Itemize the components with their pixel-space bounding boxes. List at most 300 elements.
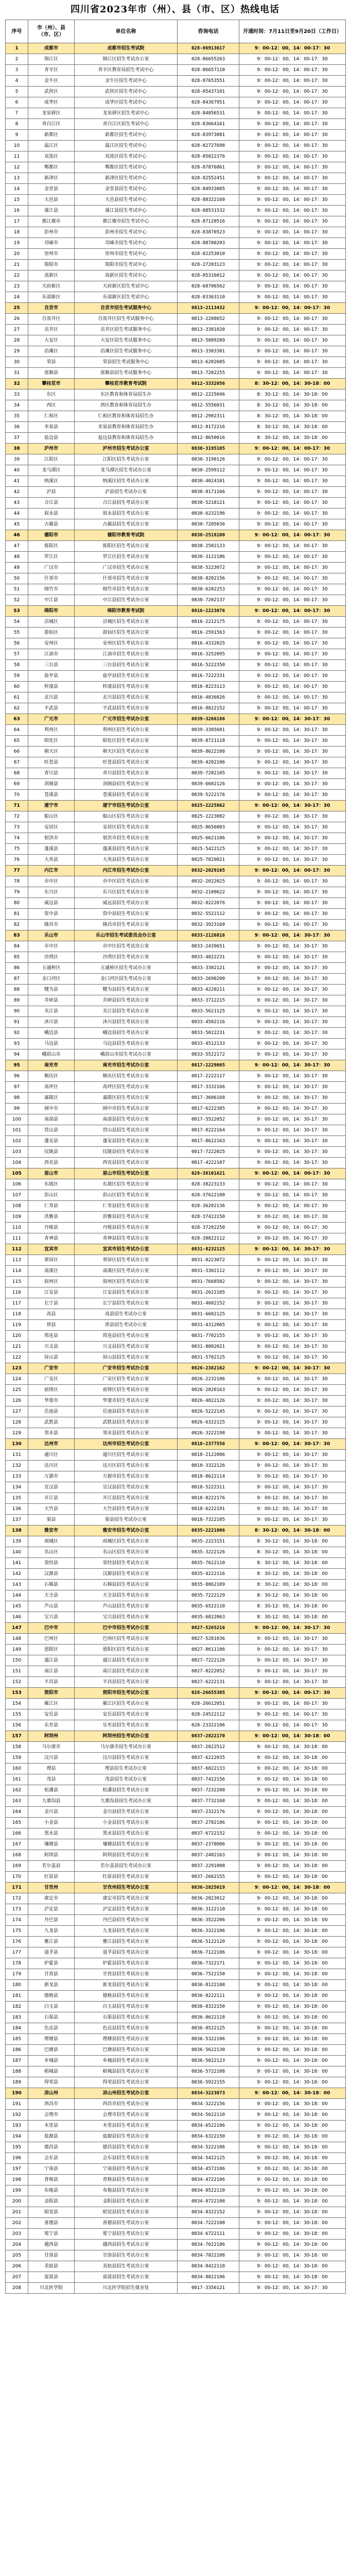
cell-phone: 0834-4572106 <box>178 2164 239 2175</box>
cell-time: 9：00-12：00，14：30-17：30 <box>239 1309 346 1320</box>
cell-phone: 0816-8223113 <box>178 682 239 692</box>
cell-seq: 80 <box>6 898 28 909</box>
table-row <box>6 335 346 346</box>
cell-time: 9：00-12：00，14：00-17：30 <box>239 119 346 130</box>
table-row <box>6 65 346 76</box>
cell-unit: 大竹县招生考试办公室 <box>75 1504 178 1515</box>
cell-time: 9：00-12：00，14：30-18：00 <box>239 2272 346 2283</box>
table-row <box>6 1396 346 1406</box>
cell-time: 9：00-12：00，14：00-17：30 <box>239 866 346 876</box>
cell-phone: 0816-8822152 <box>178 703 239 714</box>
cell-city: 炉霍县 <box>28 1958 75 1969</box>
table-row <box>6 1655 346 1666</box>
cell-unit: 沐川县招生考试办公室 <box>75 1017 178 1028</box>
cell-city: 西充县 <box>28 1158 75 1168</box>
cell-phone: 0830-2599112 <box>178 465 239 476</box>
cell-time: 8：30-12：00，14：30-18：00 <box>239 411 346 422</box>
cell-phone: 028-82552451 <box>178 173 239 184</box>
table-row <box>6 1212 346 1223</box>
cell-phone: 0833-5022231 <box>178 1028 239 1039</box>
cell-time: 9：00-12：00，14：00-17：30 <box>239 519 346 530</box>
cell-city: 通川区 <box>28 1450 75 1461</box>
cell-unit: 内江市招生考试办公室 <box>75 866 178 876</box>
cell-seq: 174 <box>6 1915 28 1926</box>
cell-time: 9：00-12：00，14：00-17：30 <box>239 184 346 195</box>
cell-time: 9：00-12：00，14：30-18：00 <box>239 1883 346 1893</box>
cell-seq: 189 <box>6 2077 28 2088</box>
cell-city: 自流井区 <box>28 314 75 325</box>
cell-unit: 安岳县招生考试办公室 <box>75 1709 178 1720</box>
table-row <box>6 2229 346 2240</box>
cell-unit: 宁南县招生考试办公室 <box>75 2164 178 2175</box>
cell-city: 邻水县 <box>28 1428 75 1439</box>
cell-time: 9：00-12：00，14：00-17：30 <box>239 292 346 303</box>
cell-time: 9：00-12：00，14：30-17：30 <box>239 1482 346 1493</box>
cell-time: 9：00-12：00，14：30-18：00 <box>239 1969 346 1980</box>
cell-seq: 91 <box>6 1017 28 1028</box>
cell-unit: 盐边县教育和体育局招生办 <box>75 433 178 444</box>
cell-phone: 0834-8522110 <box>178 2185 239 2196</box>
cell-phone: 0826-2232106 <box>178 1374 239 1385</box>
cell-unit: 旺苍县招生考试办公室 <box>75 757 178 768</box>
cell-time: 9：00-12：00，14：30-17：30 <box>239 1352 346 1363</box>
cell-time: 9：00-12：00，14：00-17：30 <box>239 628 346 638</box>
cell-seq: 64 <box>6 725 28 736</box>
cell-city: 天全县 <box>28 1590 75 1601</box>
cell-city: 游仙区 <box>28 628 75 638</box>
cell-seq: 160 <box>6 1764 28 1774</box>
cell-time: 9：00-12：00，14：30-18：00 <box>239 1947 346 1958</box>
cell-unit: 北川县招生考试办公室 <box>75 692 178 703</box>
cell-seq: 101 <box>6 1125 28 1136</box>
cell-time: 9：00-12：00，14：30-18：00 <box>239 2056 346 2066</box>
cell-time: 9：00-12：00，14：30-17：30 <box>239 779 346 790</box>
table-row <box>6 1060 346 1071</box>
header-unit: 单位名称 <box>75 20 178 43</box>
cell-phone: 028-23322106 <box>178 1720 239 1731</box>
table-row <box>6 1709 346 1720</box>
cell-unit: 沙湾区招生考试办公室 <box>75 952 178 963</box>
cell-unit: 泸定县招生考试办公室 <box>75 1904 178 1915</box>
cell-time: 9：00-12：00，14：30-18：00 <box>239 2261 346 2272</box>
cell-phone: 028-26655305 <box>178 1688 239 1699</box>
cell-unit: 芦山县招生考试办公室 <box>75 1601 178 1612</box>
cell-seq: 105 <box>6 1168 28 1179</box>
cell-city: 理县 <box>28 1764 75 1774</box>
cell-seq: 161 <box>6 1774 28 1785</box>
cell-time: 9：00-12：00，14：30-17：30 <box>239 1493 346 1504</box>
cell-seq: 12 <box>6 162 28 173</box>
cell-seq: 37 <box>6 433 28 444</box>
cell-phone: 028-82727698 <box>178 141 239 151</box>
cell-seq: 157 <box>6 1731 28 1742</box>
cell-seq: 113 <box>6 1255 28 1266</box>
cell-unit: 开江县招生考试办公室 <box>75 1493 178 1504</box>
cell-seq: 3 <box>6 65 28 76</box>
cell-city: 北川县 <box>28 692 75 703</box>
cell-seq: 172 <box>6 1893 28 1904</box>
cell-unit: 峨眉山市招生考试办公室 <box>75 1049 178 1060</box>
cell-unit: 岳池县招生考试办公室 <box>75 1406 178 1417</box>
cell-phone: 028-26612051 <box>178 1699 239 1709</box>
cell-unit: 巴中市招生考试办公室 <box>75 1623 178 1634</box>
cell-phone: 0831-8223072 <box>178 1255 239 1266</box>
cell-phone: 0834-5422125 <box>178 2153 239 2164</box>
cell-city: 蒲江县 <box>28 206 75 216</box>
cell-unit: 贡井区招生考试服务中心 <box>75 325 178 335</box>
cell-city: 达川区 <box>28 1461 75 1471</box>
cell-unit: 德昌县招生考试办公室 <box>75 2142 178 2153</box>
table-row <box>6 357 346 368</box>
cell-time: 8：30-12：00，14：30-18：00 <box>239 1536 346 1547</box>
cell-time: 9：00-12：00，14：30-17：30 <box>239 790 346 801</box>
cell-seq: 117 <box>6 1298 28 1309</box>
table-body <box>6 43 346 2294</box>
cell-seq: 59 <box>6 671 28 682</box>
cell-time: 9：00-12：00，14：30-17：30 <box>239 1320 346 1331</box>
table-row <box>6 1342 346 1352</box>
cell-phone: 0833-2126816 <box>178 930 239 941</box>
table-row <box>6 119 346 130</box>
table-row <box>6 465 346 476</box>
cell-seq: 48 <box>6 552 28 563</box>
cell-time: 9：00-12：00，14：30-17：30 <box>239 1461 346 1471</box>
cell-time: 8：30-12：00，14：30-18：00 <box>239 433 346 444</box>
cell-phone: 0834-8322152 <box>178 2207 239 2218</box>
cell-seq: 71 <box>6 801 28 811</box>
cell-seq: 197 <box>6 2164 28 2175</box>
table-row <box>6 2034 346 2045</box>
cell-phone: 0826-6322125 <box>178 1417 239 1428</box>
table-row <box>6 2077 346 2088</box>
cell-phone: 0817-2222117 <box>178 1071 239 1082</box>
cell-seq: 149 <box>6 1645 28 1655</box>
cell-time: 9：00-12：00，14：00-17：30 <box>239 476 346 487</box>
cell-phone: 028-86913617 <box>178 43 239 54</box>
cell-seq: 90 <box>6 1006 28 1017</box>
cell-seq: 168 <box>6 1850 28 1861</box>
cell-unit: 富顺县招生考试服务中心 <box>75 368 178 379</box>
cell-city: 渠县 <box>28 1515 75 1526</box>
cell-phone: 0837-2482163 <box>178 1850 239 1861</box>
cell-unit: 纳溪区招生考试办公室 <box>75 476 178 487</box>
cell-unit: 南江县招生考试办公室 <box>75 1666 178 1677</box>
cell-time: 9：00-12：00，14：30-18：00 <box>239 2077 346 2088</box>
cell-phone: 0839-8622108 <box>178 747 239 757</box>
cell-city: 井研县 <box>28 995 75 1006</box>
cell-time: 9：00-12：00，14：00-17：30 <box>239 1688 346 1699</box>
cell-city: 峨眉山市 <box>28 1049 75 1060</box>
cell-unit: 市中区招生考试办公室 <box>75 876 178 887</box>
cell-unit: 泸县招生考试办公室 <box>75 487 178 498</box>
cell-time: 9：00-12：00，14：00-17：30 <box>239 898 346 909</box>
cell-phone: 0813-2208652 <box>178 314 239 325</box>
cell-unit: 青白江区招生考试中心 <box>75 119 178 130</box>
cell-city: 南部县 <box>28 1114 75 1125</box>
cell-time: 9：00-12：00，14：30-17：30 <box>239 1266 346 1277</box>
cell-city: 简阳市 <box>28 260 75 270</box>
cell-time: 9：00-12：00，14：30-18：00 <box>239 2250 346 2261</box>
cell-unit: 石棉县招生考试办公室 <box>75 1580 178 1590</box>
cell-time: 9：00-12：00，14：30-17：30 <box>239 1385 346 1396</box>
cell-city: 资中县 <box>28 909 75 920</box>
cell-seq: 15 <box>6 195 28 206</box>
cell-time: 9：00-12：00，14：00-17：30 <box>239 249 346 260</box>
table-row <box>6 1515 346 1526</box>
cell-time: 9：00-12：00，14：30-17：30 <box>239 1504 346 1515</box>
cell-time: 9：00-12：00，14：00-17：30 <box>239 151 346 162</box>
cell-phone: 0838-5223072 <box>178 563 239 573</box>
cell-city: 峨边县 <box>28 1028 75 1039</box>
table-row <box>6 1104 346 1114</box>
cell-time: 9：00-12：00，14：30-18：00 <box>239 1731 346 1742</box>
cell-city: 仁寿县 <box>28 1201 75 1212</box>
cell-city: 南江县 <box>28 1666 75 1677</box>
cell-time: 8：30-12：00，14：30-18：00 <box>239 1612 346 1623</box>
cell-time: 9：00-12：00，14：30-18：00 <box>239 2012 346 2023</box>
cell-city: 华蓥市 <box>28 1396 75 1406</box>
cell-unit: 汶川县招生考试办公室 <box>75 1753 178 1764</box>
cell-seq: 122 <box>6 1352 28 1363</box>
cell-seq: 164 <box>6 1807 28 1818</box>
cell-time: 9：00-12：00，14：00-17：30 <box>239 638 346 649</box>
cell-time: 9：00-12：00，14：30-18：00 <box>239 2002 346 2012</box>
cell-unit: 游仙区招生考试办公室 <box>75 628 178 638</box>
cell-city: 岳池县 <box>28 1406 75 1417</box>
cell-seq: 123 <box>6 1363 28 1374</box>
cell-seq: 120 <box>6 1331 28 1342</box>
cell-unit: 炉霍县招生考试办公室 <box>75 1958 178 1969</box>
cell-seq: 188 <box>6 2066 28 2077</box>
cell-city: 阿坝州 <box>28 1731 75 1742</box>
cell-unit: 新津区招生考试中心 <box>75 173 178 184</box>
cell-phone: 0837-2782106 <box>178 1818 239 1828</box>
table-row <box>6 1731 346 1742</box>
cell-unit: 成都市招生考试院 <box>75 43 178 54</box>
cell-seq: 61 <box>6 692 28 703</box>
cell-unit: 金口河区招生考试办公室 <box>75 974 178 985</box>
cell-seq: 47 <box>6 541 28 552</box>
cell-phone: 028-85437101 <box>178 87 239 97</box>
cell-unit: 理县招生考试办公室 <box>75 1764 178 1774</box>
cell-phone: 0812-8650016 <box>178 433 239 444</box>
cell-phone: 0833-2690200 <box>178 974 239 985</box>
table-row <box>6 833 346 844</box>
cell-seq: 9 <box>6 130 28 141</box>
cell-phone: 0834-6322150 <box>178 2131 239 2142</box>
cell-seq: 30 <box>6 357 28 368</box>
table-row <box>6 1039 346 1049</box>
cell-seq: 68 <box>6 768 28 779</box>
cell-unit: 古蔺县招生考试办公室 <box>75 519 178 530</box>
cell-time: 9：00-12：00，14：00-17：30 <box>239 444 346 454</box>
cell-city: 南充市 <box>28 1060 75 1071</box>
table-row <box>6 1017 346 1028</box>
table-row <box>6 1536 346 1547</box>
cell-city: 叙州区 <box>28 1277 75 1287</box>
table-row <box>6 162 346 173</box>
table-row <box>6 1428 346 1439</box>
cell-unit: 西昌市招生考试办公室 <box>75 2099 178 2110</box>
cell-phone: 0817-3332166 <box>178 1082 239 1093</box>
cell-seq: 11 <box>6 151 28 162</box>
cell-phone: 0836-5722108 <box>178 2066 239 2077</box>
cell-unit: 苍溪县招生考试办公室 <box>75 790 178 801</box>
table-row <box>6 2121 346 2131</box>
table-row <box>6 173 346 184</box>
cell-seq: 36 <box>6 422 28 433</box>
cell-phone: 0830-3190126 <box>178 454 239 465</box>
cell-unit: 金牛区招生考试中心 <box>75 76 178 87</box>
cell-seq: 87 <box>6 974 28 985</box>
cell-seq: 198 <box>6 2175 28 2185</box>
cell-phone: 028-88780203 <box>178 238 239 249</box>
cell-city: 雷波县 <box>28 2272 75 2283</box>
cell-unit: 美姑县招生考试办公室 <box>75 2261 178 2272</box>
cell-phone: 0830-3195105 <box>178 444 239 454</box>
cell-city: 开江县 <box>28 1493 75 1504</box>
table-row <box>6 541 346 552</box>
table-row <box>6 952 346 963</box>
cell-phone: 0825-2225862 <box>178 801 239 811</box>
cell-seq: 29 <box>6 346 28 357</box>
cell-seq: 112 <box>6 1244 28 1255</box>
cell-seq: 177 <box>6 1947 28 1958</box>
table-row <box>6 1569 346 1580</box>
cell-unit: 南充市招生考试办公室 <box>75 1060 178 1071</box>
table-row <box>6 43 346 54</box>
table-row <box>6 206 346 216</box>
cell-unit: 红原县招生考试办公室 <box>75 1872 178 1883</box>
table-row <box>6 76 346 87</box>
table-row <box>6 1872 346 1883</box>
cell-unit: 射洪市招生考试办公室 <box>75 833 178 844</box>
cell-unit: 东部新区招生考试中心 <box>75 292 178 303</box>
cell-seq: 50 <box>6 573 28 584</box>
table-row <box>6 2272 346 2283</box>
cell-time: 9：00-12：00，14：00-17：30 <box>239 573 346 584</box>
table-row <box>6 2045 346 2056</box>
cell-phone: 0831-7702155 <box>178 1331 239 1342</box>
table-row <box>6 1818 346 1828</box>
cell-phone: 0834-4722106 <box>178 2175 239 2185</box>
cell-time: 9：00-12：00，14：30-18：00 <box>239 1991 346 2002</box>
cell-unit: 雅安市招生考试办公室 <box>75 1526 178 1536</box>
table-row <box>6 866 346 876</box>
cell-city: 五通桥区 <box>28 963 75 974</box>
cell-phone: 0818-6222191 <box>178 1504 239 1515</box>
cell-time: 9：00-12：00，14：00-17：30 <box>239 1179 346 1190</box>
cell-phone: 0831-5702125 <box>178 1352 239 1363</box>
table-row <box>6 1883 346 1893</box>
cell-unit: 普格县招生考试办公室 <box>75 2175 178 2185</box>
cell-time: 9：00-12：00，14：00-17：30 <box>239 108 346 119</box>
cell-city: 长宁县 <box>28 1298 75 1309</box>
cell-city: 青白江区 <box>28 119 75 130</box>
cell-unit: 平武县招生考试办公室 <box>75 703 178 714</box>
cell-time: 9：00-12：00，14：00-17：30 <box>239 541 346 552</box>
table-row <box>6 930 346 941</box>
cell-unit: 大邑县招生考试中心 <box>75 195 178 206</box>
cell-phone: 0837-7232208 <box>178 1785 239 1796</box>
cell-unit: 宣汉县招生考试办公室 <box>75 1482 178 1493</box>
cell-time: 9：00-12：00，14：30-17：30 <box>239 1039 346 1049</box>
cell-seq: 173 <box>6 1904 28 1915</box>
cell-seq: 150 <box>6 1655 28 1666</box>
cell-seq: 202 <box>6 2218 28 2229</box>
table-row <box>6 974 346 985</box>
cell-time: 9：00-12：00，14：30-17：30 <box>239 1093 346 1104</box>
cell-phone: 0833-2439651 <box>178 941 239 952</box>
cell-unit: 江油市招生考试办公室 <box>75 649 178 660</box>
cell-time: 8：30-12：00，14：30-18：00 <box>239 1590 346 1601</box>
cell-seq: 42 <box>6 487 28 498</box>
cell-phone: 0832-2022025 <box>178 876 239 887</box>
cell-time: 9：00-12：00，14：30-17：30 <box>239 801 346 811</box>
cell-seq: 1 <box>6 43 28 54</box>
table-row <box>6 400 346 411</box>
cell-seq: 191 <box>6 2099 28 2110</box>
cell-seq: 34 <box>6 400 28 411</box>
cell-seq: 192 <box>6 2110 28 2121</box>
cell-unit: 仁和区教育和体育局招生办 <box>75 411 178 422</box>
cell-phone: 028-83870523 <box>178 227 239 238</box>
cell-seq: 127 <box>6 1406 28 1417</box>
table-row <box>6 747 346 757</box>
cell-city: 遂宁市 <box>28 801 75 811</box>
cell-seq: 85 <box>6 952 28 963</box>
cell-city: 南溪区 <box>28 1266 75 1277</box>
cell-phone: 0834-6522106 <box>178 2121 239 2131</box>
cell-unit: 自贡市招生考试服务中心 <box>75 303 178 314</box>
cell-phone: 028-83363110 <box>178 292 239 303</box>
table-row <box>6 1363 346 1374</box>
cell-phone: 028-86655263 <box>178 54 239 65</box>
table-row <box>6 281 346 292</box>
cell-city: 天府新区 <box>28 281 75 292</box>
cell-seq: 4 <box>6 76 28 87</box>
cell-seq: 121 <box>6 1342 28 1352</box>
cell-phone: 0839-7202105 <box>178 768 239 779</box>
cell-time: 9：00-12：00，14：30-18：00 <box>239 2207 346 2218</box>
cell-unit: 高新区招生考试中心 <box>75 270 178 281</box>
cell-unit: 叙永县招生考试办公室 <box>75 509 178 519</box>
cell-phone: 0832-8222076 <box>178 898 239 909</box>
cell-unit: 眉山市招生考试办公室 <box>75 1168 178 1179</box>
cell-time: 9：00-12：00，14：30-17：30 <box>239 1006 346 1017</box>
cell-city: 荥经县 <box>28 1558 75 1569</box>
table-row <box>6 1168 346 1179</box>
cell-phone: 0818-3322126 <box>178 1461 239 1471</box>
cell-seq: 140 <box>6 1547 28 1558</box>
cell-seq: 169 <box>6 1861 28 1872</box>
table-row <box>6 1526 346 1536</box>
cell-unit: 石渠县招生考试办公室 <box>75 2012 178 2023</box>
cell-seq: 114 <box>6 1266 28 1277</box>
cell-time: 9：00-12：00，14：30-17：30 <box>239 768 346 779</box>
cell-phone: 0835-2223151 <box>178 1536 239 1547</box>
cell-unit: 井研县招生考试办公室 <box>75 995 178 1006</box>
cell-city: 隆昌市 <box>28 920 75 930</box>
cell-time: 9：00-12：00，14：00-17：30 <box>239 563 346 573</box>
cell-city: 雁江区 <box>28 1699 75 1709</box>
cell-phone: 0826-3222198 <box>178 1428 239 1439</box>
cell-city: 宁南县 <box>28 2164 75 2175</box>
table-row <box>6 1320 346 1331</box>
cell-phone: 0832-2029165 <box>178 866 239 876</box>
cell-seq: 31 <box>6 368 28 379</box>
cell-seq: 178 <box>6 1958 28 1969</box>
